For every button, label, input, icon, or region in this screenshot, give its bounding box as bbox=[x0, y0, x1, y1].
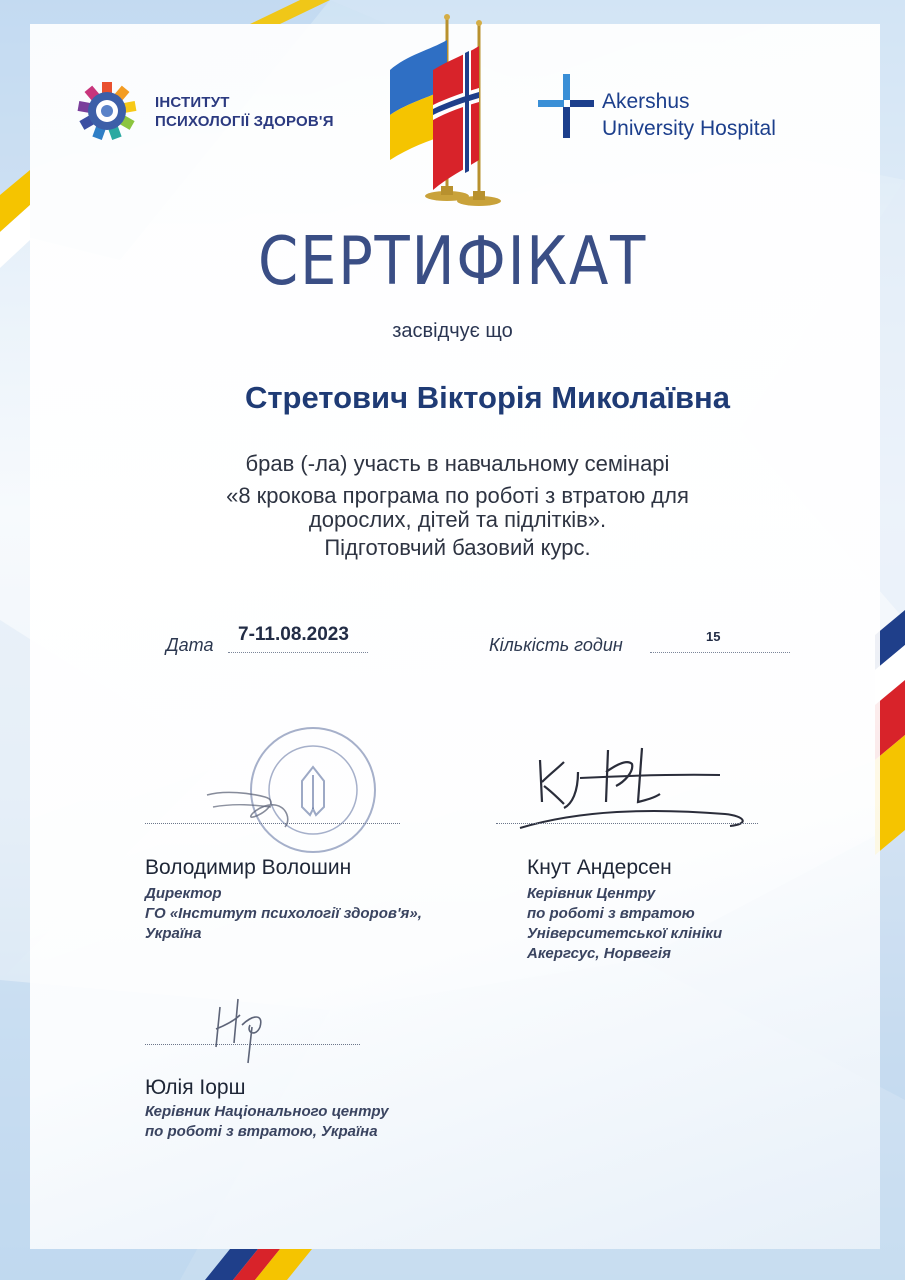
description-line-3: дорослих, дітей та підлітків». bbox=[308, 507, 607, 532]
description-line-1: брав (-ла) участь в навчальному семінарі bbox=[245, 451, 670, 476]
signatory-role-1-line-2: ГО «Інститут психології здоров'я», bbox=[145, 905, 422, 922]
institute-logo-line2: ПСИХОЛОГІЇ ЗДОРОВ'Я bbox=[155, 113, 334, 130]
flags-illustration bbox=[385, 10, 525, 210]
signatory-name-3: Юлія Іорш bbox=[145, 1076, 246, 1099]
signatory-role-1-line-3: Україна bbox=[145, 925, 202, 942]
certificate-title: СЕРТИФІКАТ bbox=[257, 222, 647, 300]
institute-logo-icon bbox=[76, 80, 138, 142]
signature-line-1 bbox=[145, 823, 400, 824]
date-dotline bbox=[228, 652, 368, 653]
signatory-name-1: Володимир Волошин bbox=[145, 856, 352, 879]
signature-line-3 bbox=[145, 1044, 360, 1045]
hours-dotline bbox=[650, 652, 790, 653]
institute-logo-line1: ІНСТИТУТ bbox=[155, 94, 230, 111]
signatory-role-2-line-4: Акергсус, Норвегія bbox=[527, 945, 671, 962]
date-value: 7-11.08.2023 bbox=[238, 624, 349, 645]
hours-label: Кількість годин bbox=[489, 635, 623, 655]
hours-value: 15 bbox=[706, 629, 721, 644]
signature-voloshyn bbox=[205, 775, 345, 835]
signatory-role-2-line-3: Університетської клініки bbox=[527, 925, 723, 942]
description-line-2: «8 крокова програма по роботі з втратою для bbox=[226, 483, 689, 508]
date-label: Дата bbox=[166, 635, 214, 655]
description-line-4: Підготовчий базовий курс. bbox=[324, 535, 591, 560]
certificate-subtitle: засвідчує що bbox=[392, 320, 513, 342]
signatory-role-3-line-1: Керівник Національного центру bbox=[145, 1103, 389, 1120]
recipient-name: Стретович Вікторія Миколаївна bbox=[244, 380, 731, 415]
signature-iorsh bbox=[208, 985, 278, 1065]
signatory-role-2-line-2: по роботі з втратою bbox=[527, 905, 695, 922]
signatory-role-1-line-1: Директор bbox=[145, 885, 222, 902]
hospital-logo-line1: Akershus bbox=[602, 90, 690, 113]
signatory-name-2: Кнут Андерсен bbox=[527, 856, 672, 879]
hospital-logo-line2: University Hospital bbox=[602, 117, 776, 140]
hospital-logo-icon bbox=[538, 74, 594, 138]
signature-line-2 bbox=[496, 823, 758, 824]
signatory-role-2-line-1: Керівник Центру bbox=[527, 885, 656, 902]
signatory-role-3-line-2: по роботі з втратою, Україна bbox=[145, 1123, 378, 1140]
